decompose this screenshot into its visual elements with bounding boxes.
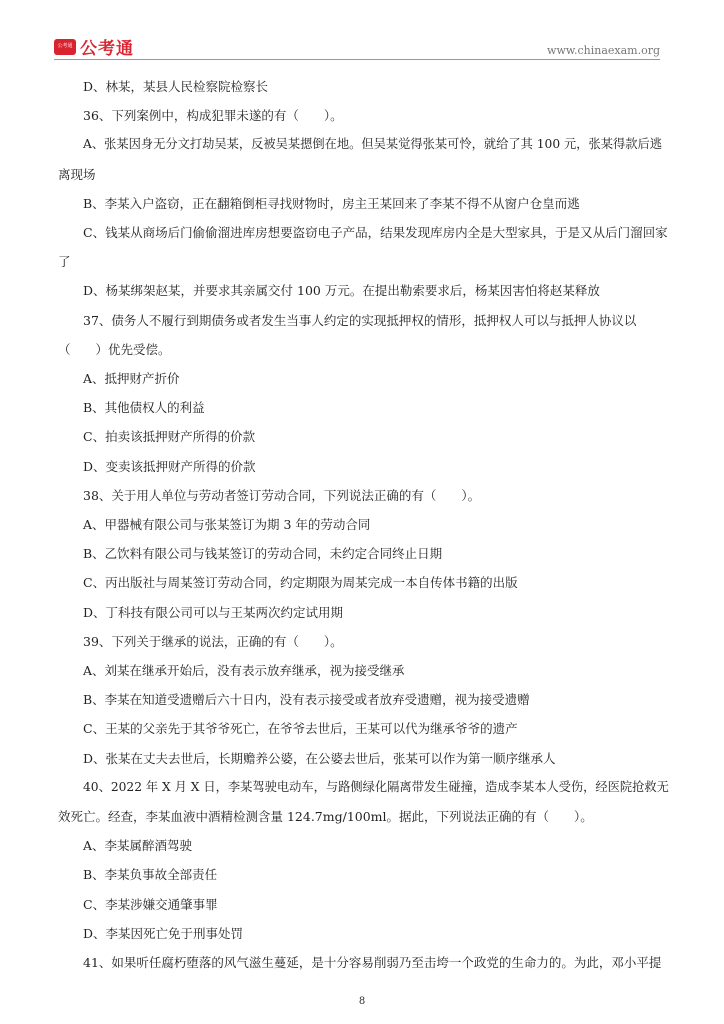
option-c-36: C、钱某从商场后门偷偷溜进库房想要盗窃电子产品，结果发现库房内全是大型家具，于是又从后门溜回家 [83, 225, 668, 241]
site-url[interactable]: www.chinaexam.org [547, 44, 660, 57]
page-number: 8 [358, 996, 366, 1007]
question-40: 40、2022 年 X 月 X 日，李某驾驶电动车，与路侧绿化隔离带发生碰撞，造成李某本人受伤，经医院抢救无 [83, 779, 669, 794]
header-divider [54, 59, 660, 60]
question-37: 37、债务人不履行到期债务或者发生当事人约定的实现抵押权的情形，抵押权人可以与抵押人协议以 [83, 312, 637, 328]
option-b-37: B、其他债权人的利益 [83, 400, 205, 416]
logo[interactable] [54, 34, 134, 59]
question-39: 39、下列关于继承的说法，正确的有（ ）。 [83, 633, 343, 649]
question-40-continued: 效死亡。经查，李某血液中酒精检测含量 124.7mg/100ml。据此，下列说法正确的有（ ）。 [58, 809, 593, 825]
option-a-36-continued: 离现场 [58, 166, 96, 182]
option-b-38: B、乙饮料有限公司与钱某签订的劳动合同，未约定合同终止日期 [83, 546, 443, 562]
question-38: 38、关于用人单位与劳动者签订劳动合同，下列说法正确的有（ ）。 [83, 487, 481, 503]
logo-text: 公考通 [80, 39, 134, 59]
option-a-36: A、张某因身无分文打劫吴某，反被吴某摁倒在地。但吴某觉得张某可怜，就给了其 100 元，张某得款后逃 [83, 137, 663, 152]
option-d-37: D、变卖该抵押财产所得的价款 [83, 458, 256, 474]
option-c-40: C、李某涉嫌交通肇事罪 [83, 896, 218, 912]
document-body [58, 72, 670, 977]
option-a-37: A、抵押财产折价 [83, 371, 180, 387]
question-37-continued: （ ）优先受偿。 [58, 341, 171, 357]
option-d-36: D、杨某绑架赵某，并要求其亲属交付 100 万元。在提出勒索要求后，杨某因害怕将赵某释放 [83, 283, 600, 299]
question-36: 36、下列案例中，构成犯罪未遂的有（ ）。 [83, 108, 343, 124]
question-41: 41、如果听任腐朽堕落的风气滋生蔓延，是十分容易削弱乃至击垮一个政党的生命力的。为此，邓小平提 [83, 955, 662, 971]
option-c-38: C、丙出版社与周某签订劳动合同，约定期限为周某完成一本自传体书籍的出版 [83, 575, 518, 591]
option-b-36: B、李某入户盗窃，正在翻箱倒柜寻找财物时，房主王某回来了李某不得不从窗户仓皇而逃 [83, 195, 580, 211]
logo-badge: 公考通 [54, 39, 76, 55]
option-a-38: A、甲器械有限公司与张某签订为期 3 年的劳动合同 [83, 517, 371, 533]
option-a-40: A、李某属醉酒驾驶 [83, 838, 193, 854]
option-c-37: C、拍卖该抵押财产所得的价款 [83, 429, 256, 445]
option-a-39: A、刘某在继承开始后，没有表示放弃继承，视为接受继承 [83, 663, 405, 679]
option-b-40: B、李某负事故全部责任 [83, 867, 218, 883]
option-c-36-continued: 了 [58, 254, 71, 270]
option-d-38: D、丁科技有限公司可以与王某两次约定试用期 [83, 604, 344, 620]
option-d-35: D、林某，某县人民检察院检察长 [83, 79, 269, 94]
option-b-39: B、李某在知道受遗赠后六十日内，没有表示接受或者放弃受遗赠，视为接受遗赠 [83, 692, 530, 708]
option-d-40: D、李某因死亡免于刑事处罚 [83, 925, 244, 941]
option-d-39: D、张某在丈夫去世后，长期赡养公婆，在公婆去世后，张某可以作为第一顺序继承人 [83, 750, 556, 766]
page-header [0, 0, 724, 62]
option-c-39: C、王某的父亲先于其爷爷死亡，在爷爷去世后，王某可以代为继承爷爷的遗产 [83, 721, 518, 737]
